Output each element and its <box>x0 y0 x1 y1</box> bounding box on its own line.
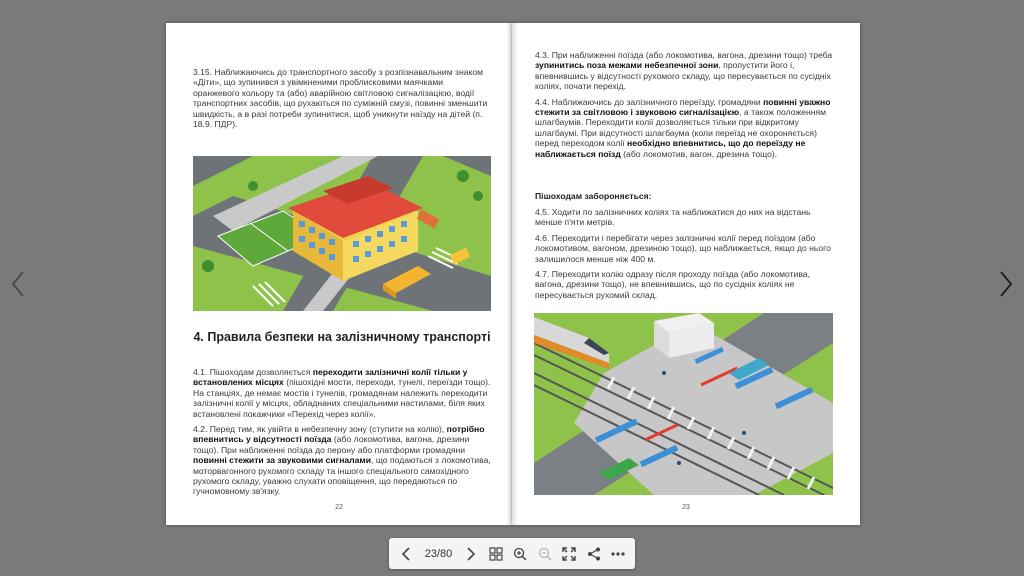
paragraph-4-4: 4.4. Наближаючись до залізничного переїзду, громадяни повинні уважно стежити за світловою і звуковою сигналізацією, а також положенням шлагбаумів. Переходити колії дозволяється тільки при відкритому шлагбаумі. При відсутності шлагбаума (коли переїзд не охороняється) перед переходом колії необхідно впевнитись, що до переїзду не наближається поїзд (або локомотив, вагон, дрезина тощо). <box>535 96 831 159</box>
page-counter[interactable]: 23/80 <box>424 547 453 560</box>
railway-crossing-illustration <box>534 313 833 495</box>
right-page <box>512 23 860 525</box>
school-crossing-illustration <box>193 156 491 311</box>
paragraph-4-3: 4.3. При наближенні поїзда (або локомотива, вагона, дрезини тощо) треба зупинитись поза межами небезпечної зони, пропустити його і, впевнившись у відсутності рухомого складу, що пересувається по сусідніх коліях, почати перехід. <box>535 50 833 92</box>
left-page <box>166 23 512 525</box>
more-options-button[interactable] <box>607 543 629 565</box>
chevron-left-icon <box>401 547 411 561</box>
more-icon <box>611 547 625 561</box>
prev-page-arrow[interactable] <box>6 268 30 300</box>
zoom-in-button[interactable] <box>509 543 531 565</box>
zoom-in-icon <box>513 547 527 561</box>
paragraph-4-1: 4.1. Пішоходам дозволяється переходити залізничні колії тільки у встановлених місцях (пішохідні мости, переходи, тунелі, переїзди тощо). На станціях, де немає мостів і тунелів, громадянам належить переходити залізничні колії у місцях, обладнаних спеціальними настилами, біля яких встановлені покажчики «Перехід через колії». <box>193 367 491 419</box>
viewer-toolbar <box>389 538 635 569</box>
next-page-arrow[interactable] <box>994 268 1018 300</box>
section-heading: 4. Правила безпеки на залізничному транспорті <box>193 330 491 344</box>
paragraph-4-7: 4.7. Переходити колію одразу після проходу поїзда (або локомотива, вагона, дрезини тощо), не впевнившись, що по сусідніх коліях не пересувається рухомий склад. <box>535 269 810 300</box>
paragraph-4-5: 4.5. Ходити по залізничних коліях та наближатися до них на відстань менше п'яти метрів. <box>535 207 811 228</box>
toolbar-prev-button[interactable] <box>395 543 417 565</box>
share-icon <box>587 547 601 561</box>
page-number: 23 <box>682 504 690 511</box>
chevron-right-icon <box>998 270 1014 298</box>
paragraph-4-6: 4.6. Переходити і перебігати через залізничні колії перед поїздом (або локомотивом, вагоном, дрезиною тощо), що наближається, якщо до нього залишилося менше ніж 400 м. <box>535 232 831 264</box>
chevron-left-icon <box>10 270 26 298</box>
share-button[interactable] <box>583 543 605 565</box>
grid-icon <box>489 547 503 561</box>
section-4-paragraphs <box>193 367 491 502</box>
paragraph-4-2: 4.2. Перед тим, як увійти в небезпечну зону (ступити на колію), потрібно впевнитись у відсутності поїзда (або локомотива, вагона, дрезини тощо). При наближенні поїзда до перону або платформи громадяни повинні стежити за звуковими сигналами, що подаються з локомотива, моторвагонного рухомого складу та іншого спеціального самохідного рухомого складу, уважно слухати оповіщення, що передаються по гучномовному зв'язку. <box>193 424 491 497</box>
fullscreen-button[interactable] <box>558 543 580 565</box>
prohibitions-subheading: Пішоходам забороняється: <box>535 191 652 201</box>
toolbar-next-button[interactable] <box>460 543 482 565</box>
paragraph-3-15: 3.15. Наближаючись до транспортного засобу з розпізнавальним знаком «Діти», що зупинився з увімкненими проблисковими маячками оранжевого кольору та (або) аварійною світловою сигналізацією, водії транспортних засобів, що рухаються по суміжній смузі, повинні зменшити швидкість, а в разі потреби зупинитися, щоб уникнути наїзду на дітей (п. 18.9. ПДР). <box>193 67 488 130</box>
thumbnails-button[interactable] <box>485 543 507 565</box>
page-number: 22 <box>335 504 343 511</box>
prohibitions-list <box>535 207 837 305</box>
zoom-out-button[interactable] <box>534 543 556 565</box>
zoom-out-icon <box>538 547 552 561</box>
section-4-continued <box>535 50 837 164</box>
fullscreen-icon <box>562 547 576 561</box>
chevron-right-icon <box>466 547 476 561</box>
